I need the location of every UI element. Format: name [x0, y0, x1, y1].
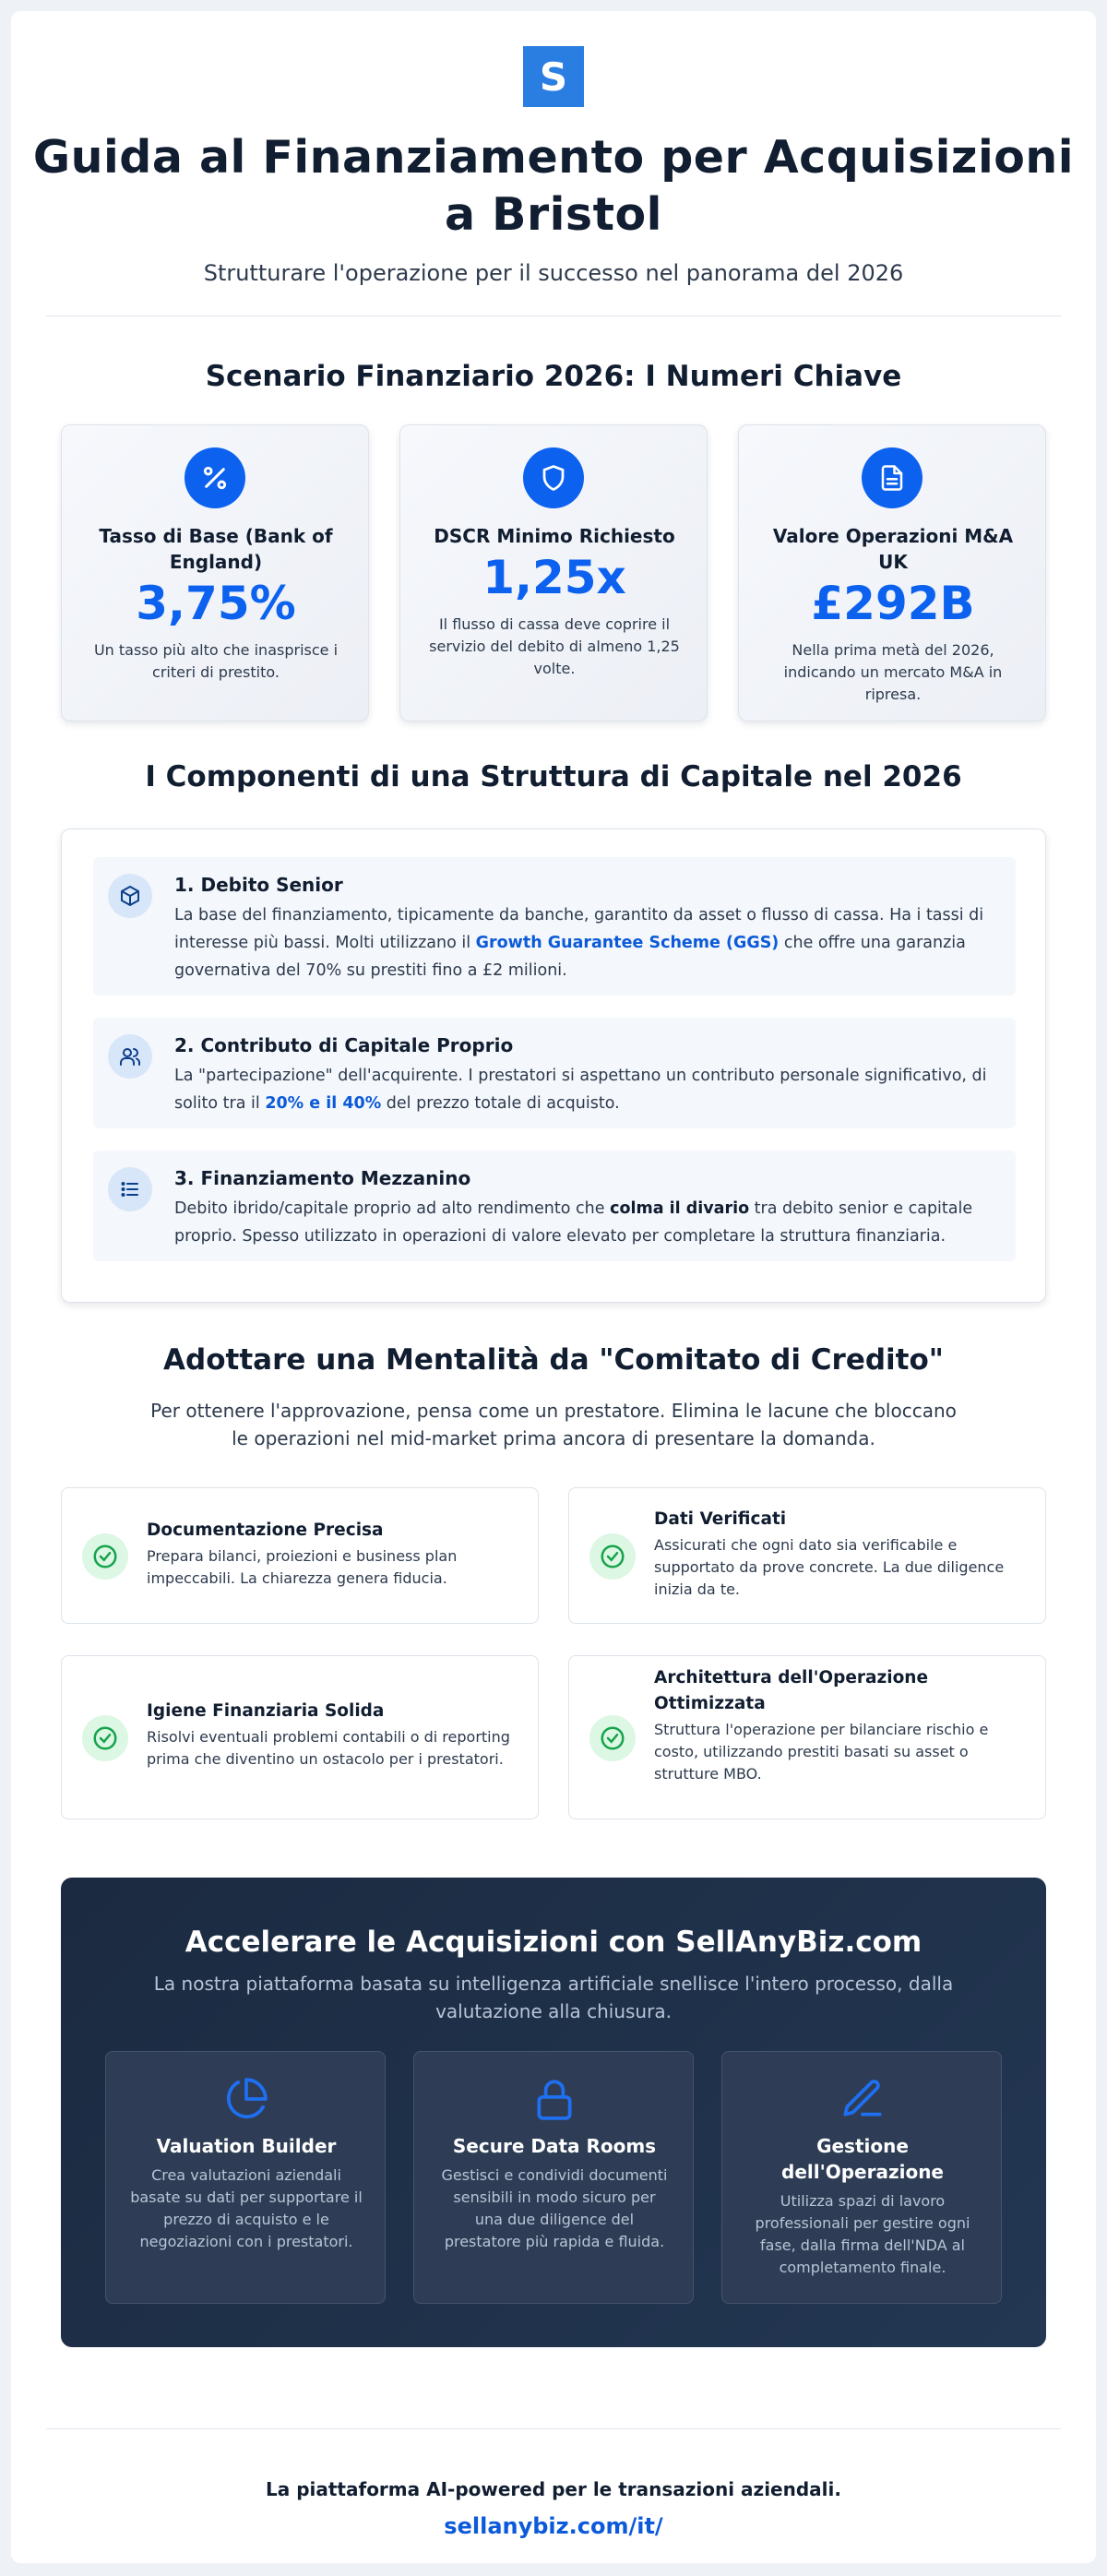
component-title: 2. Contributo di Capitale Proprio [174, 1034, 514, 1056]
stat-description: Un tasso più alto che inasprisce i criteri di prestito. [93, 641, 339, 681]
feature-title: Secure Data Rooms [452, 2135, 657, 2157]
percent-icon [184, 447, 245, 508]
mindset-intro: Per ottenere l'approvazione, pensa come un prestatore. Elimina le lacune che bloccano le operazioni nel mid-market prima ancora di presentare la domanda. [150, 1400, 957, 1449]
checklist-title: Dati Verificati [654, 1509, 787, 1529]
stat-label: Tasso di Base (Bank of England) [99, 525, 333, 573]
feature-card-deal-management[interactable] [721, 2051, 1002, 2304]
check-circle-icon [589, 1715, 636, 1761]
footer-tagline: La piattaforma AI-powered per le transazioni aziendali. [266, 2478, 841, 2500]
shield-icon [523, 447, 584, 508]
components-section-title: I Componenti di una Struttura di Capitale nel 2026 [145, 760, 962, 793]
checklist-description: Prepara bilanci, proiezioni e business plan impeccabili. La chiarezza genera fiducia. [147, 1547, 458, 1587]
check-circle-icon [82, 1715, 128, 1761]
check-circle-icon [589, 1533, 636, 1580]
highlight-percentage: 20% e il 40% [265, 1094, 382, 1113]
feature-description: Utilizza spazi di lavoro professionali per gestire ogni fase, dalla firma dell'NDA al completamento finale. [755, 2192, 970, 2276]
feature-description: Crea valutazioni aziendali basate su dati per supportare il prezzo di acquisto e le negoziazioni con i prestatori. [130, 2166, 363, 2250]
cta-subtitle: La nostra piattaforma basata su intelligenza artificiale snellisce l'intero processo, dalla valutazione alla chiusura. [153, 1973, 954, 2022]
stat-value: 3,75% [136, 577, 296, 630]
checklist-item-verified-data [568, 1487, 1046, 1624]
pie-chart-icon [223, 2076, 269, 2122]
stat-value: 1,25x [482, 551, 626, 604]
checklist-item-deal-architecture [568, 1655, 1046, 1819]
page-title: Guida al Finanziamento per Acquisizioni a Bristol [32, 131, 1075, 241]
checklist-title: Architettura dell'Operazione Ottimizzata [654, 1668, 929, 1713]
page-subtitle: Strutturare l'operazione per il successo nel panorama del 2026 [203, 260, 904, 286]
component-description: La "partecipazione" dell'acquirente. I prestatori si aspettano un contributo personale significativo, di solito tra il 20% e il 40% del prezzo totale di acquisto. [174, 1067, 987, 1113]
stat-description: Il flusso di cassa deve coprire il servizio del debito di almeno 1,25 volte. [429, 615, 680, 677]
checklist-description: Struttura l'operazione per bilanciare rischio e costo, utilizzando prestiti basati su asset o strutture MBO. [654, 1721, 989, 1783]
page [11, 11, 1096, 2563]
feature-card-valuation-builder[interactable] [105, 2051, 386, 2304]
component-mezzanine [93, 1151, 1016, 1261]
checklist-title: Documentazione Precisa [147, 1521, 384, 1540]
check-circle-icon [82, 1533, 128, 1580]
checklist-description: Risolvi eventuali problemi contabili o di reporting prima che diventino un ostacolo per i prestatori. [147, 1728, 510, 1768]
stat-card-ma-value [738, 424, 1046, 722]
highlight-ggs: Growth Guarantee Scheme (GGS) [475, 934, 780, 952]
component-description: La base del finanziamento, tipicamente da banche, garantito da asset o flusso di cassa. Ha i tassi di interesse più bassi. Molti utilizzano il Growth Guarantee Scheme (GGS) che offre una garanzia governativa del 70% su prestiti fino a £2 milioni. [174, 906, 984, 980]
checklist-description: Assicurati che ogni dato sia verificabile e supportato da prove concrete. La due diligence inizia da te. [654, 1536, 1005, 1598]
document-icon [862, 447, 922, 508]
feature-title: Valuation Builder [156, 2135, 337, 2157]
cta-title: Accelerare le Acquisizioni con SellAnyBiz.com [184, 1926, 922, 1959]
components-panel [61, 829, 1046, 1303]
logo: S [523, 46, 584, 107]
feature-description: Gestisci e condividi documenti sensibili in modo sicuro per una due diligence del prestatore più rapida e fluida. [441, 2166, 668, 2250]
mindset-section-title: Adottare una Mentalità da "Comitato di Credito" [163, 1343, 944, 1377]
checklist-title: Igiene Finanziaria Solida [147, 1701, 385, 1721]
stat-description: Nella prima metà del 2026, indicando un mercato M&A in ripresa. [783, 641, 1003, 703]
stat-label: Valore Operazioni M&A UK [772, 525, 1014, 573]
feature-card-secure-data-rooms[interactable] [413, 2051, 694, 2304]
users-icon [108, 1034, 152, 1079]
cta-panel [61, 1878, 1046, 2347]
footer-divider [46, 2428, 1061, 2429]
stat-card-dscr [399, 424, 708, 722]
component-equity [93, 1018, 1016, 1128]
lock-icon [531, 2076, 577, 2122]
pen-icon [839, 2076, 886, 2122]
feature-title: Gestione dell'Operazione [781, 2135, 944, 2183]
list-icon [108, 1167, 152, 1211]
checklist-item-financial-hygiene [61, 1655, 539, 1819]
stat-card-base-rate [61, 424, 369, 722]
cube-icon [108, 874, 152, 918]
component-description: Debito ibrido/capitale proprio ad alto rendimento che colma il divario tra debito senior e capitale proprio. Spesso utilizzato in operazioni di valore elevato per completare la struttura finanziaria. [174, 1199, 973, 1246]
checklist-item-documentation [61, 1487, 539, 1624]
footer-link[interactable]: sellanybiz.com/it/ [444, 2513, 663, 2539]
component-title: 3. Finanziamento Mezzanino [174, 1167, 471, 1189]
stats-section-title: Scenario Finanziario 2026: I Numeri Chiave [205, 360, 902, 393]
stat-label: DSCR Minimo Richiesto [434, 525, 675, 547]
component-senior-debt [93, 857, 1016, 996]
component-title: 1. Debito Senior [174, 874, 343, 896]
stat-value: £292B [811, 577, 975, 630]
highlight-gap: colma il divario [610, 1199, 750, 1218]
